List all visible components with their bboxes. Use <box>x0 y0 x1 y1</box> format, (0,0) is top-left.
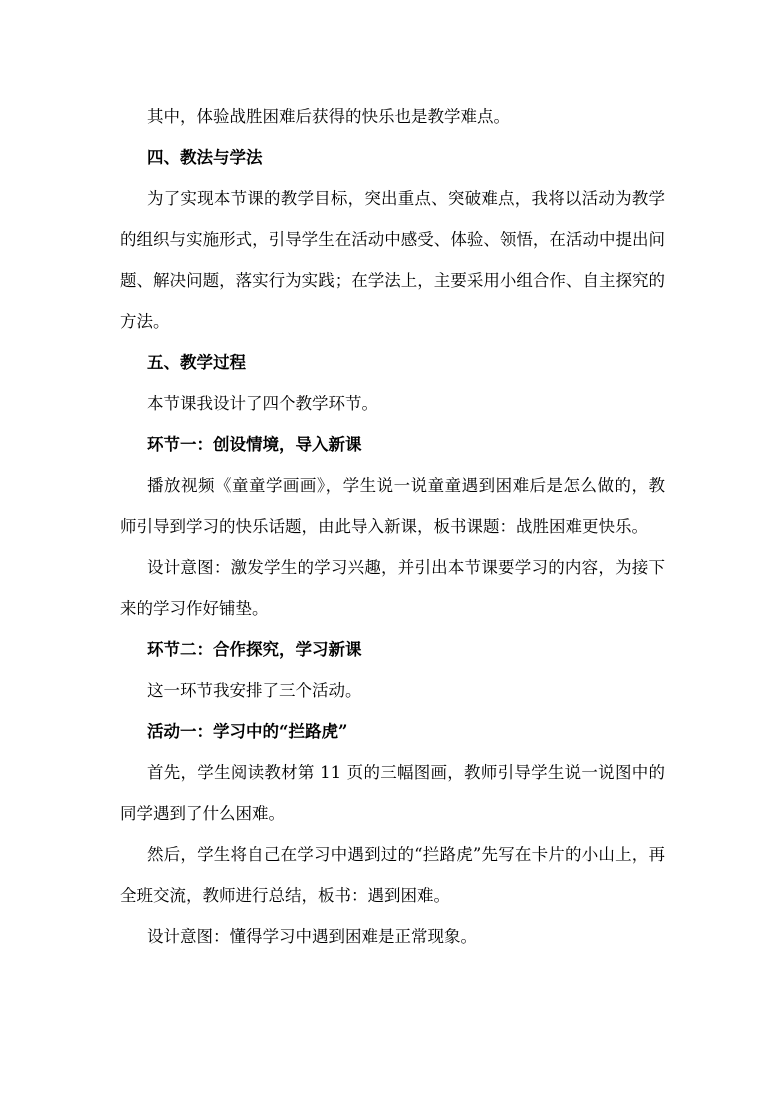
paragraph: 播放视频《童童学画画》，学生说一说童童遇到困难后是怎么做的，教师引导到学习的快乐话题，由此导入新课，板书课题：战胜困难更快乐。 <box>120 476 665 536</box>
document-body <box>120 96 665 957</box>
subsection-heading: 环节二：合作探究，学习新课 <box>147 640 362 659</box>
paragraph: 设计意图：懂得学习中遇到困难是正常现象。 <box>147 927 477 946</box>
paragraph: 本节课我设计了四个教学环节。 <box>147 394 378 413</box>
activity-heading: 活动一：学习中的“拦路虎” <box>147 722 348 741</box>
section-heading: 五、教学过程 <box>147 353 246 372</box>
paragraph: 这一环节我安排了三个活动。 <box>147 681 362 700</box>
paragraph: 为了实现本节课的教学目标，突出重点、突破难点，我将以活动为教学的组织与实施形式，引导学生在活动中感受、体验、领悟，在活动中提出问题、解决问题，落实行为实践；在学法上，主要采用小组合作、自主探究的方法。 <box>120 189 665 331</box>
subsection-heading: 环节一：创设情境，导入新课 <box>147 435 362 454</box>
paragraph: 然后，学生将自己在学习中遇到过的“拦路虎”先写在卡片的小山上，再全班交流，教师进行总结，板书：遇到困难。 <box>120 845 665 905</box>
paragraph: 设计意图：激发学生的学习兴趣，并引出本节课要学习的内容，为接下来的学习作好铺垫。 <box>120 558 665 618</box>
paragraph: 其中，体验战胜困难后获得的快乐也是教学难点。 <box>147 107 510 126</box>
section-heading: 四、教法与学法 <box>147 148 263 167</box>
paragraph: 首先，学生阅读教材第 11 页的三幅图画，教师引导学生说一说图中的同学遇到了什么困难。 <box>120 763 665 823</box>
